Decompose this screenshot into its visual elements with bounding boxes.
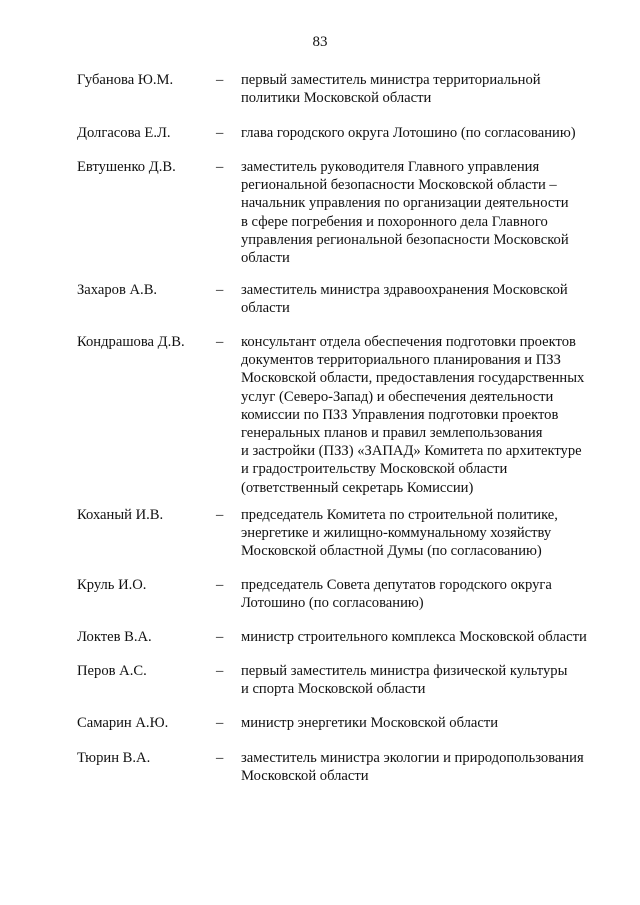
member-name: Захаров А.В. bbox=[77, 282, 158, 298]
member-name: Круль И.О. bbox=[77, 577, 147, 593]
dash-separator: – bbox=[216, 715, 224, 731]
member-role: заместитель министра экологии и природопользования Московской области bbox=[241, 750, 584, 785]
member-name: Локтев В.А. bbox=[77, 629, 152, 645]
dash-separator: – bbox=[216, 507, 224, 523]
member-name: Перов А.С. bbox=[77, 663, 147, 679]
member-name: Коханый И.В. bbox=[77, 507, 164, 523]
member-role: министр строительного комплекса Московской области bbox=[241, 629, 587, 645]
member-role: первый заместитель министра территориальной политики Московской области bbox=[241, 72, 541, 107]
member-role: председатель Комитета по строительной политике, энергетике и жилищно-коммунальному хозяйству Московской областной Думы (по согласованию) bbox=[241, 507, 558, 560]
member-name: Долгасова Е.Л. bbox=[77, 125, 171, 141]
member-name: Евтушенко Д.В. bbox=[77, 159, 176, 175]
member-name: Кондрашова Д.В. bbox=[77, 334, 185, 350]
dash-separator: – bbox=[216, 334, 224, 350]
dash-separator: – bbox=[216, 282, 224, 298]
dash-separator: – bbox=[216, 750, 224, 766]
member-role: заместитель министра здравоохранения Московской области bbox=[241, 282, 568, 317]
member-role: заместитель руководителя Главного управления региональной безопасности Московской области – начальник управления по организации деятельности в сфере погребения и похоронного дела Главного управления региональной безопасности Московской области bbox=[241, 159, 569, 267]
dash-separator: – bbox=[216, 663, 224, 679]
member-name: Самарин А.Ю. bbox=[77, 715, 169, 731]
member-role: первый заместитель министра физической культуры и спорта Московской области bbox=[241, 663, 568, 698]
member-role: консультант отдела обеспечения подготовки проектов документов территориального планирования и ПЗЗ Московской области, предоставления государственных услуг (Северо-Запад) и обеспечения деятельности комиссии по ПЗЗ Управления подготовки проектов генеральных планов и правил землепользования и застройки (ПЗЗ) «ЗАПАД» Комитета по архитектуре и градостроительству Московской области (ответственный секретарь Комиссии) bbox=[241, 334, 585, 496]
member-name: Губанова Ю.М. bbox=[77, 72, 174, 88]
dash-separator: – bbox=[216, 72, 224, 88]
dash-separator: – bbox=[216, 125, 224, 141]
dash-separator: – bbox=[216, 159, 224, 175]
page-number: 83 bbox=[312, 34, 328, 50]
dash-separator: – bbox=[216, 629, 224, 645]
dash-separator: – bbox=[216, 577, 224, 593]
member-name: Тюрин В.А. bbox=[77, 750, 151, 766]
member-role: министр энергетики Московской области bbox=[241, 715, 499, 731]
member-role: председатель Совета депутатов городского округа Лотошино (по согласованию) bbox=[241, 577, 552, 612]
member-role: глава городского округа Лотошино (по согласованию) bbox=[241, 125, 576, 141]
